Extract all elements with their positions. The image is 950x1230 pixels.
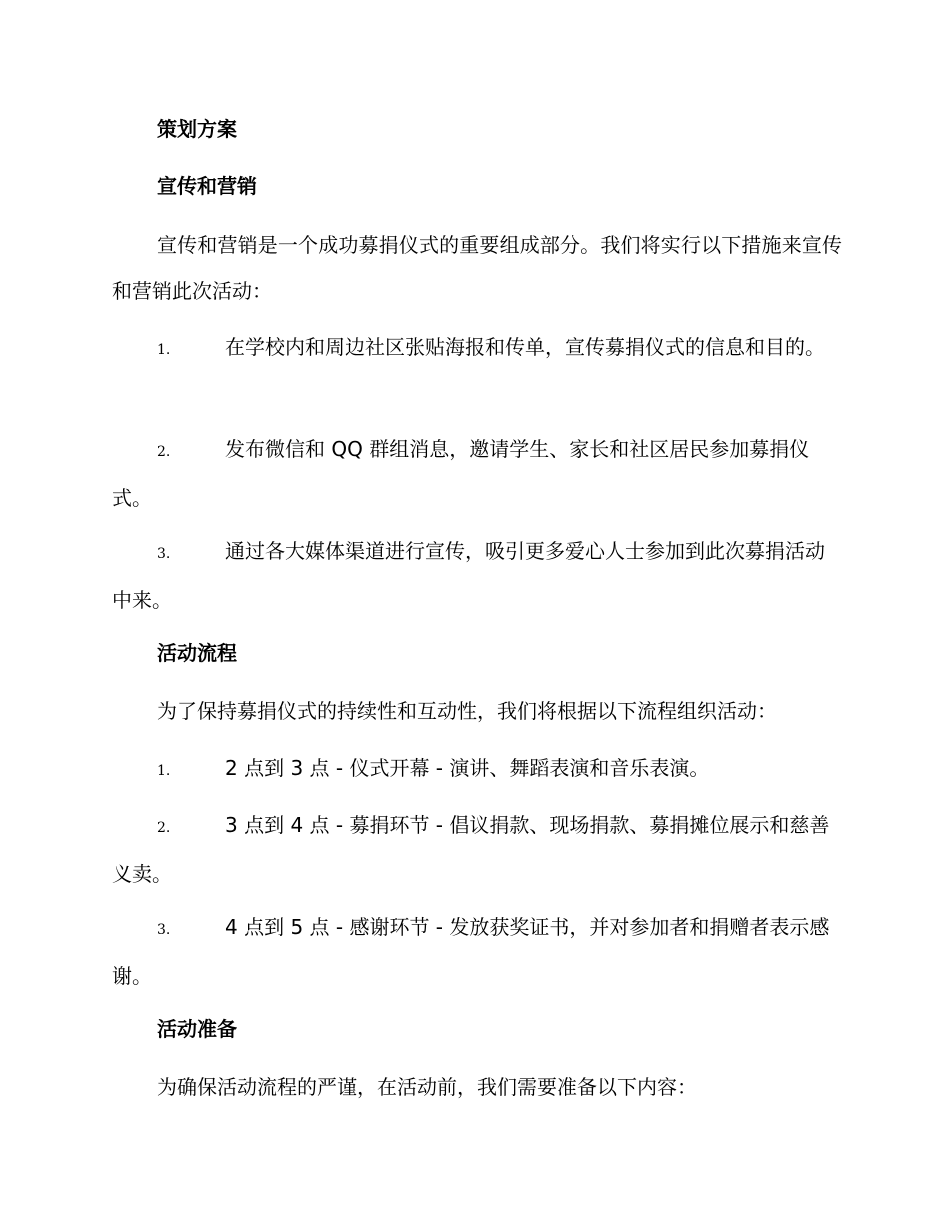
list-number: 1. (157, 763, 171, 779)
list-item (112, 904, 842, 999)
list-number: 3. (157, 922, 171, 938)
list-item-text: 在学校内和周边社区张贴海报和传单，宣传募捐仪式的信息和目的。 (225, 335, 825, 359)
list-number: 2. (157, 444, 171, 460)
list-number: 1. (157, 342, 171, 358)
document-title: 策划方案 (157, 117, 237, 141)
list-item-text: 发布微信和 QQ 群组消息，邀请学生、家长和社区居民参加募捐仪式。 (112, 437, 810, 510)
section-heading-preparation: 活动准备 (157, 1017, 237, 1041)
list-item-text: 3 点到 4 点 - 募捐环节 - 倡议捐款、现场捐款、募捐摊位展示和慈善义卖。 (112, 813, 830, 886)
list-item (112, 426, 842, 521)
section-intro-promotion: 宣传和营销是一个成功募捐仪式的重要组成部分。我们将实行以下措施来宣传和营销此次活动： (112, 233, 842, 303)
list-item (112, 802, 842, 897)
section-heading-process: 活动流程 (157, 641, 237, 665)
list-number: 3. (157, 546, 171, 562)
list-item (112, 528, 842, 623)
list-item-text: 通过各大媒体渠道进行宣传，吸引更多爱心人士参加到此次募捐活动中来。 (112, 539, 825, 612)
list-number: 2. (157, 820, 171, 836)
section-intro-process: 为了保持募捐仪式的持续性和互动性，我们将根据以下流程组织活动： (157, 699, 777, 723)
list-item-text: 2 点到 3 点 - 仪式开幕 - 演讲、舞蹈表演和音乐表演。 (225, 756, 710, 780)
list-item (112, 745, 842, 794)
section-heading-promotion: 宣传和营销 (157, 174, 257, 198)
list-item (112, 324, 842, 373)
section-intro-preparation: 为确保活动流程的严谨，在活动前，我们需要准备以下内容： (157, 1075, 697, 1099)
list-item-text: 4 点到 5 点 - 感谢环节 - 发放获奖证书，并对参加者和捐赠者表示感谢。 (112, 915, 830, 988)
